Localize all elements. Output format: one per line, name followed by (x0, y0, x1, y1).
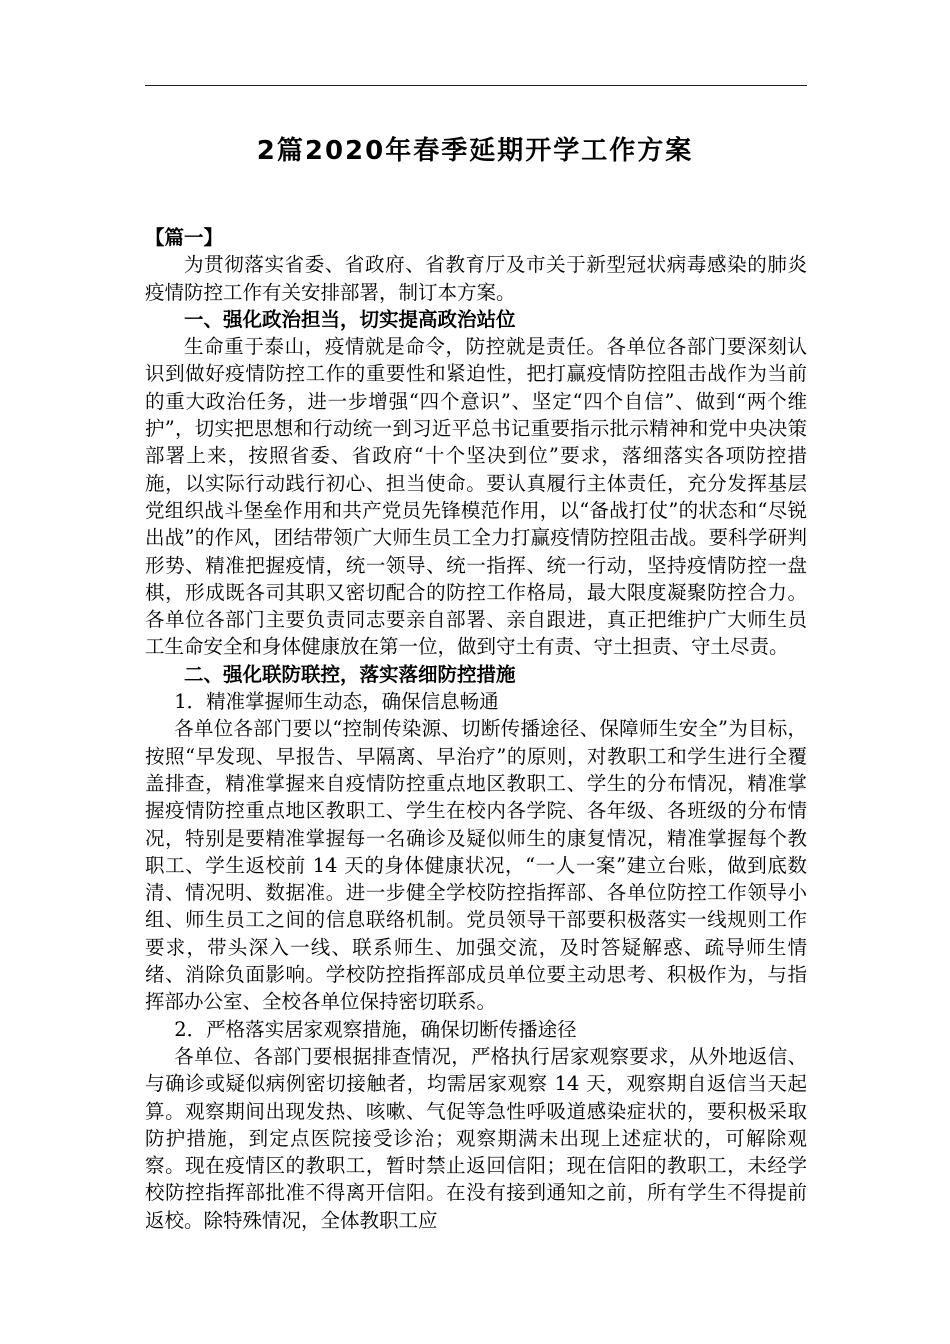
section-label: 【篇一】 (145, 226, 224, 249)
intro-paragraph: 为贯彻落实省委、省政府、省教育厅及市关于新型冠状病毒感染的肺炎疫情防控工作有关安排部署，制订本方案。 (145, 253, 807, 304)
heading-2: 二、强化联防联控，落实落细防控措施 (184, 662, 516, 686)
document-title: 2篇2020年春季延期开学工作方案 (256, 136, 694, 166)
paragraph-3: 各单位、各部门要根据排查情况，严格执行居家观察要求，从外地返信、与确诊或疑似病例密切接触者，均需居家观察 14 天，观察期自返信当天起算。观察期间出现发热、咳嗽、气促等急性呼吸道感染症状的，要积极采取防护措施，到定点医院接受诊治；观察期满未出现上述症状的，可解除观察。现在疫情区的教职工，暂时禁止返回信阳；现在信阳的教职工，未经学校防控指挥部批准不得离开信阳。在没有接到通知之前，所有学生不得提前返校。除特殊情况，全体教职工应 (145, 1044, 807, 1232)
paragraph-1: 生命重于泰山，疫情就是命令，防控就是责任。各单位各部门要深刻认识到做好疫情防控工作的重要性和紧迫性，把打赢疫情防控阻击战作为当前的重大政治任务，进一步增强“四个意识”、坚定“四个自信”、做到“两个维护”，切实把思想和行动统一到习近平总书记重要指示批示精神和党中央决策部署上来，按照省委、省政府“十个坚决到位”要求，落细落实各项防控措施，以实际行动践行初心、担当使命。要认真履行主体责任，充分发挥基层党组织战斗堡垒作用和共产党员先锋模范作用，以“备战打仗”的状态和“尽锐出战”的作风，团结带领广大师生员工全力打赢疫情防控阻击战。要科学研判形势、精准把握疫情，统一领导、统一指挥、统一行动，坚持疫情防控一盘棋，形成既各司其职又密切配合的防控工作格局，最大限度凝聚防控合力。各单位各部门主要负责同志要亲自部署、亲自跟进，真正把维护广大师生员工生命安全和身体健康放在第一位，做到守土有责、守土担责、守土尽责。 (145, 335, 807, 659)
header-rule (145, 85, 807, 86)
paragraph-2: 各单位各部门要以“控制传染源、切断传播途径、保障师生安全”为目标，按照“早发现、早报告、早隔离、早治疗”的原则，对教职工和学生进行全覆盖排查，精准掌握来自疫情防控重点地区教职工、学生的分布情况，精准掌握疫情防控重点地区教职工、学生在校内各学院、各年级、各班级的分布情况，特别是要精准掌握每一名确诊及疑似师生的康复情况，精准掌握每个教职工、学生返校前 14 天的身体健康状况，“一人一案”建立台账，做到底数清、情况明、数据准。进一步健全学校防控指挥部、各单位防控工作领导小组、师生员工之间的信息联络机制。党员领导干部要积极落实一线规则工作要求，带头深入一线、联系师生、加强交流，及时答疑解惑、疏导师生情绪、消除负面影响。学校防控指挥部成员单位要主动思考、积极作为，与指挥部办公室、全校各单位保持密切联系。 (145, 717, 807, 1014)
subheading-1: 1．精准掌握师生动态，确保信息畅通 (174, 690, 499, 714)
subheading-2: 2．严格落实居家观察措施，确保切断传播途径 (174, 1017, 577, 1041)
heading-1: 一、强化政治担当，切实提高政治站位 (184, 307, 516, 331)
document-body (145, 224, 807, 1234)
